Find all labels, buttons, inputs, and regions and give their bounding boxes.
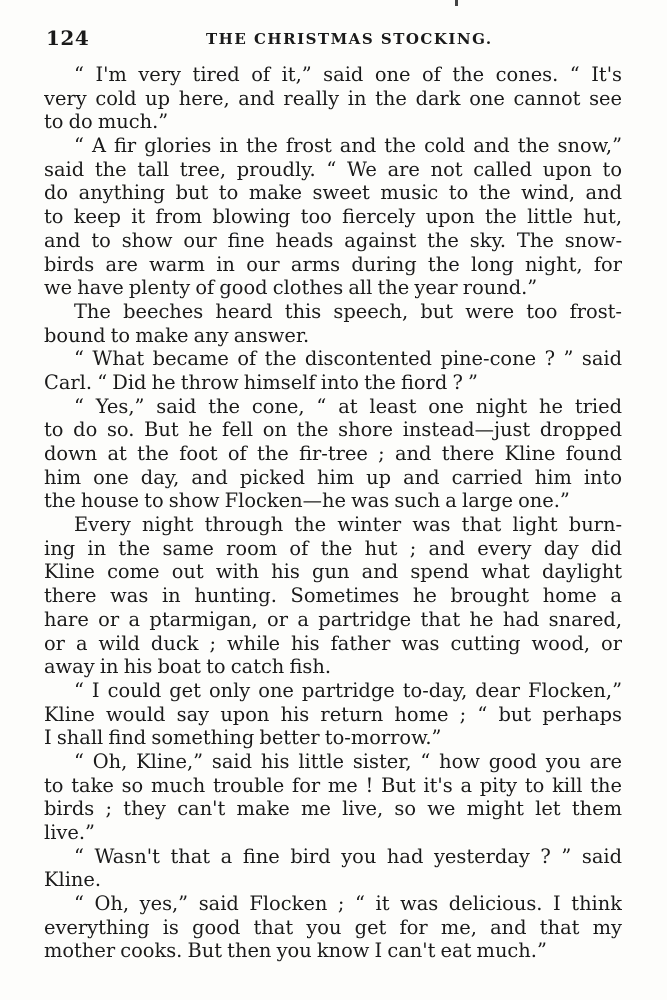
text-line: everything is good that you get for me, and that my xyxy=(44,915,622,939)
text-line: “ I could get only one partridge to-day, dear Flocken,” xyxy=(74,678,622,702)
text-line: and to show our fine heads against the sky. The snow- xyxy=(44,228,622,252)
text-line: we have plenty of good clothes all the year round.” xyxy=(44,276,538,300)
text-line: Every night through the winter was that light burn- xyxy=(74,513,622,537)
text-line: mother cooks. But then you know I can't eat much.” xyxy=(44,939,547,963)
text-line: birds are warm in our arms during the long night, for xyxy=(44,252,622,276)
page-header xyxy=(46,26,626,50)
text-line: very cold up here, and really in the dark one cannot see xyxy=(44,86,622,110)
text-line: to do so. But he fell on the shore instead—just dropped xyxy=(44,418,622,442)
text-line: “ Wasn't that a fine bird you had yesterday ? ” said xyxy=(74,844,622,868)
print-mark xyxy=(455,0,458,6)
page-body-text xyxy=(44,63,622,963)
running-title: THE CHRISTMAS STOCKING. xyxy=(206,30,493,48)
text-line: said the tall tree, proudly. “ We are not called upon to xyxy=(44,157,622,181)
text-line: to do much.” xyxy=(44,110,169,134)
text-line: do anything but to make sweet music to the wind, and xyxy=(44,181,622,205)
text-line: there was in hunting. Sometimes he brought home a xyxy=(44,584,622,608)
text-line: ing in the same room of the hut ; and every day did xyxy=(44,536,622,560)
text-line: hare or a ptarmigan, or a partridge that he had snared, xyxy=(44,607,622,631)
text-line: “ Oh, Kline,” said his little sister, “ how good you are xyxy=(74,749,622,773)
text-line: Kline come out with his gun and spend what daylight xyxy=(44,560,622,584)
text-line: Kline. xyxy=(44,868,102,892)
text-line: to keep it from blowing too fiercely upon the little hut, xyxy=(44,205,622,229)
text-line: away in his boat to catch fish. xyxy=(44,655,331,679)
text-line: I shall find something better to-morrow.” xyxy=(44,726,442,750)
text-line: The beeches heard this speech, but were too frost- xyxy=(74,299,622,323)
text-line: the house to show Flocken—he was such a large one.” xyxy=(44,489,570,513)
text-line: “ A fir glories in the frost and the cold and the snow,” xyxy=(74,134,622,158)
text-line: birds ; they can't make me live, so we might let them xyxy=(44,797,622,821)
text-line: or a wild duck ; while his father was cutting wood, or xyxy=(44,631,622,655)
text-line: Kline would say upon his return home ; “ but perhaps xyxy=(44,702,622,726)
text-line: “ Yes,” said the cone, “ at least one night he tried xyxy=(74,394,622,418)
text-line: bound to make any answer. xyxy=(44,323,310,347)
text-line: down at the foot of the fir-tree ; and there Kline found xyxy=(44,442,622,465)
text-line: live.” xyxy=(44,821,95,844)
text-line: “ What became of the discontented pine-cone ? ” said xyxy=(74,347,622,371)
page-number: 124 xyxy=(46,26,90,50)
text-line: him one day, and picked him up and carried him into xyxy=(44,465,622,489)
text-line: Carl. “ Did he throw himself into the fiord ? ” xyxy=(44,370,478,394)
text-line: “ Oh, yes,” said Flocken ; “ it was delicious. I think xyxy=(74,892,622,916)
text-line: “ I'm very tired of it,” said one of the cones. “ It's xyxy=(74,63,622,86)
text-line: to take so much trouble for me ! But it's a pity to kill the xyxy=(44,773,622,797)
